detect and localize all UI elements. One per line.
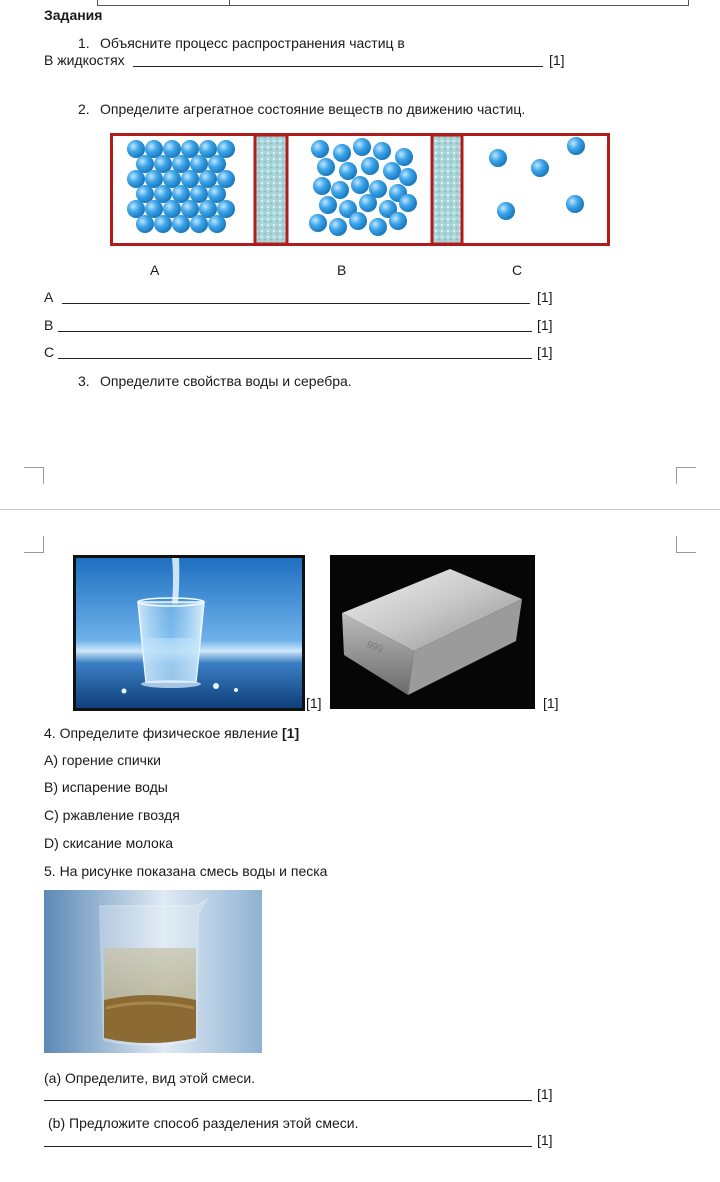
q2-text: Определите агрегатное состояние веществ по движению частиц. <box>100 101 526 117</box>
q3-number: 3. <box>78 373 90 389</box>
page-corner-mark <box>24 536 44 553</box>
q5b-answer-line[interactable] <box>44 1146 532 1147</box>
q5a-answer-line[interactable] <box>44 1100 532 1101</box>
page-corner-mark <box>676 467 696 484</box>
silver-mark: [1] <box>543 695 559 711</box>
answer-mark-a: [1] <box>537 289 553 305</box>
answer-mark-b: [1] <box>537 317 553 333</box>
silver-bar-image <box>330 555 535 709</box>
q5a-mark: [1] <box>537 1086 553 1102</box>
q4-option-d[interactable]: D) скисание молока <box>44 835 174 851</box>
top-table-border <box>97 0 689 6</box>
diagram-label-c: C <box>512 262 523 278</box>
q1-answer-line[interactable] <box>133 66 543 67</box>
q4-title <box>44 725 299 741</box>
answer-mark-c: [1] <box>537 344 553 360</box>
beaker-sand-image <box>44 890 262 1053</box>
particle-states-diagram <box>110 133 610 246</box>
answer-label-b: B <box>44 317 54 333</box>
q1-line-prefix: В жидкостях <box>44 52 125 68</box>
q4-title-mark: [1] <box>282 725 300 741</box>
q5b-mark: [1] <box>537 1132 553 1148</box>
top-table-divider <box>229 0 230 5</box>
diagram-label-a: A <box>150 262 160 278</box>
q4-option-b[interactable]: B) испарение воды <box>44 779 168 795</box>
page-corner-mark <box>676 536 696 553</box>
answer-line-b[interactable] <box>58 331 532 332</box>
divider-wall-1 <box>255 135 287 244</box>
q5-title: 5. На рисунке показана смесь воды и песка <box>44 863 328 879</box>
q4-option-c[interactable]: C) ржавление гвоздя <box>44 807 180 823</box>
q4-option-a[interactable]: A) горение спички <box>44 752 161 768</box>
q2-number: 2. <box>78 101 90 117</box>
page-corner-mark <box>24 467 44 484</box>
answer-line-c[interactable] <box>58 358 532 359</box>
q4-title-text: 4. Определите физическое явление <box>44 725 279 741</box>
q1-text: Объясните процесс распространения частиц в <box>100 35 405 51</box>
divider-wall-2 <box>432 135 462 244</box>
q5a-text: (a) Определите, вид этой смеси. <box>44 1070 256 1086</box>
answer-line-a[interactable] <box>62 303 530 304</box>
water-glass-image <box>73 555 305 711</box>
answer-label-a: A <box>44 289 54 305</box>
answer-label-c: C <box>44 344 55 360</box>
page-title: Задания <box>44 7 103 23</box>
q3-text: Определите свойства воды и серебра. <box>100 373 352 389</box>
page-break-divider <box>0 509 720 510</box>
q1-number: 1. <box>78 35 90 51</box>
liquid-particles <box>309 138 417 236</box>
q5b-text: (b) Предложите способ разделения этой смеси. <box>48 1115 359 1131</box>
water-mark: [1] <box>306 695 322 711</box>
svg-text:999: 999 <box>364 639 385 656</box>
q1-mark: [1] <box>549 52 565 68</box>
diagram-label-b: B <box>337 262 347 278</box>
